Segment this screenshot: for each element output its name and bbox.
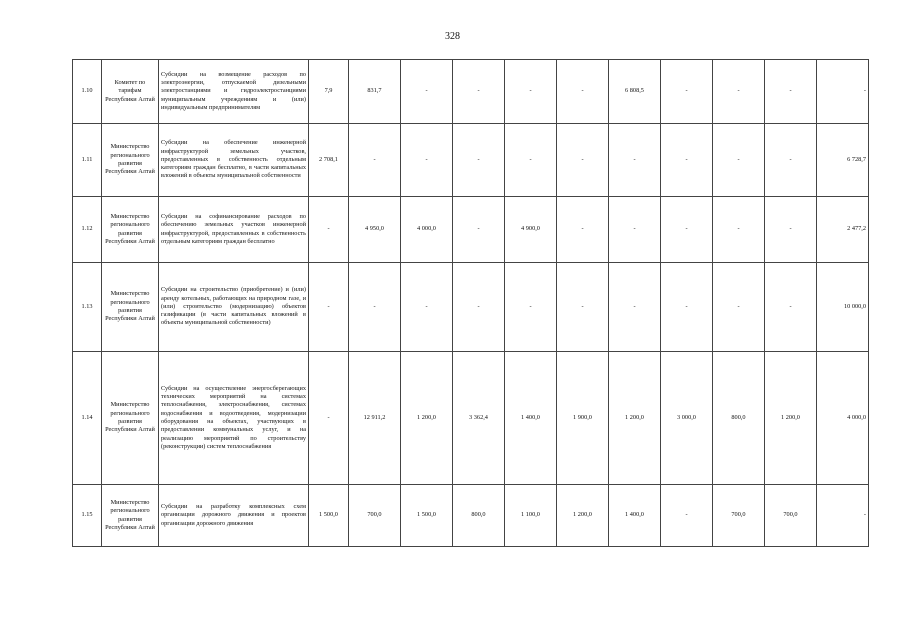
value-cell: 1 500,0 xyxy=(309,485,349,547)
value-cell: 3 362,4 xyxy=(453,352,505,485)
value-cell: - xyxy=(765,124,817,197)
value-cell: 1 900,0 xyxy=(557,352,609,485)
table-body xyxy=(73,60,869,547)
value-cell: 10 000,0 xyxy=(817,263,869,352)
value-cell: - xyxy=(557,60,609,124)
value-cell: 7,9 xyxy=(309,60,349,124)
table-row xyxy=(73,124,869,197)
value-cell: - xyxy=(557,124,609,197)
value-cell: 2 708,1 xyxy=(309,124,349,197)
value-cell: - xyxy=(661,124,713,197)
value-cell: - xyxy=(661,197,713,263)
description-cell: Субсидии на обеспечение инженерной инфраструктурой земельных участков, предоставленных в собственность отдельным категориям граждан бесплатно, в части капитальных вложений в объекты муниципальной собственности xyxy=(159,124,309,197)
value-cell: 1 200,0 xyxy=(765,352,817,485)
value-cell: - xyxy=(453,197,505,263)
value-cell: 700,0 xyxy=(765,485,817,547)
executor-cell: Министерство регионального развития Республики Алтай xyxy=(102,352,159,485)
value-cell: - xyxy=(453,60,505,124)
row-number: 1.13 xyxy=(73,263,102,352)
value-cell: - xyxy=(713,197,765,263)
value-cell: 700,0 xyxy=(349,485,401,547)
value-cell: - xyxy=(349,124,401,197)
table-row xyxy=(73,485,869,547)
value-cell: - xyxy=(609,124,661,197)
value-cell: - xyxy=(817,485,869,547)
value-cell: 3 000,0 xyxy=(661,352,713,485)
row-number: 1.15 xyxy=(73,485,102,547)
value-cell: 1 400,0 xyxy=(609,485,661,547)
value-cell: - xyxy=(765,60,817,124)
description-cell: Субсидии на возмещение расходов по электроэнергии, отпускаемой дизельными электростанциями и гидроэлектростанциями муниципальным учреждениям и (или) индивидуальным предпринимателям xyxy=(159,60,309,124)
value-cell: - xyxy=(609,263,661,352)
budget-table xyxy=(72,59,869,547)
value-cell: 2 477,2 xyxy=(817,197,869,263)
value-cell: - xyxy=(661,485,713,547)
value-cell: - xyxy=(557,197,609,263)
value-cell: 1 400,0 xyxy=(505,352,557,485)
value-cell: - xyxy=(453,263,505,352)
value-cell: 4 000,0 xyxy=(817,352,869,485)
executor-cell: Министерство регионального развития Республики Алтай xyxy=(102,485,159,547)
value-cell: 4 900,0 xyxy=(505,197,557,263)
table-row xyxy=(73,197,869,263)
row-number: 1.14 xyxy=(73,352,102,485)
value-cell: - xyxy=(401,60,453,124)
value-cell: - xyxy=(661,263,713,352)
value-cell: - xyxy=(713,60,765,124)
value-cell: - xyxy=(557,263,609,352)
description-cell: Субсидии на разработку комплексных схем организации дорожного движения и проектов организации дорожного движения xyxy=(159,485,309,547)
value-cell: - xyxy=(505,124,557,197)
row-number: 1.10 xyxy=(73,60,102,124)
value-cell: - xyxy=(401,124,453,197)
value-cell: - xyxy=(309,263,349,352)
value-cell: - xyxy=(609,197,661,263)
value-cell: - xyxy=(713,124,765,197)
executor-cell: Министерство регионального развития Республики Алтай xyxy=(102,124,159,197)
value-cell: 12 911,2 xyxy=(349,352,401,485)
description-cell: Субсидии на строительство (приобретение) и (или) аренду котельных, работающих на природном газе, и (или) строительство (модернизацию) объектов газификации (в части капитальных вложений в объекты муниципальной собственности) xyxy=(159,263,309,352)
value-cell: - xyxy=(349,263,401,352)
value-cell: 1 100,0 xyxy=(505,485,557,547)
value-cell: 800,0 xyxy=(713,352,765,485)
value-cell: - xyxy=(765,197,817,263)
value-cell: 1 200,0 xyxy=(609,352,661,485)
table-row xyxy=(73,60,869,124)
value-cell: - xyxy=(453,124,505,197)
value-cell: - xyxy=(765,263,817,352)
value-cell: - xyxy=(309,197,349,263)
value-cell: 800,0 xyxy=(453,485,505,547)
value-cell: - xyxy=(505,60,557,124)
value-cell: - xyxy=(661,60,713,124)
row-number: 1.12 xyxy=(73,197,102,263)
value-cell: - xyxy=(817,60,869,124)
value-cell: - xyxy=(713,263,765,352)
description-cell: Субсидии на осуществление энергосберегающих технических мероприятий на системах теплоснабжения, электроснабжения, системах водоснабжения и водоотведения, модернизации оборудования на объектах, участвующих в предоставлении коммунальных услуг, и на реализацию мероприятий по строительству (реконструкции) систем теплоснабжения xyxy=(159,352,309,485)
value-cell: 1 200,0 xyxy=(401,352,453,485)
value-cell: 831,7 xyxy=(349,60,401,124)
value-cell: 6 728,7 xyxy=(817,124,869,197)
value-cell: - xyxy=(309,352,349,485)
value-cell: 4 000,0 xyxy=(401,197,453,263)
value-cell: 4 950,0 xyxy=(349,197,401,263)
description-cell: Субсидии на софинансирование расходов по обеспечению земельных участков инженерной инфраструктурой, предоставленных в собственность отдельным категориям граждан бесплатно xyxy=(159,197,309,263)
table-row xyxy=(73,352,869,485)
executor-cell: Министерство регионального развития Республики Алтай xyxy=(102,197,159,263)
value-cell: 1 200,0 xyxy=(557,485,609,547)
value-cell: 1 500,0 xyxy=(401,485,453,547)
value-cell: - xyxy=(505,263,557,352)
value-cell: 6 808,5 xyxy=(609,60,661,124)
page-number: 328 xyxy=(445,31,460,42)
row-number: 1.11 xyxy=(73,124,102,197)
value-cell: - xyxy=(401,263,453,352)
executor-cell: Министерство регионального развития Республики Алтай xyxy=(102,263,159,352)
table-row xyxy=(73,263,869,352)
value-cell: 700,0 xyxy=(713,485,765,547)
executor-cell: Комитет по тарифам Республики Алтай xyxy=(102,60,159,124)
